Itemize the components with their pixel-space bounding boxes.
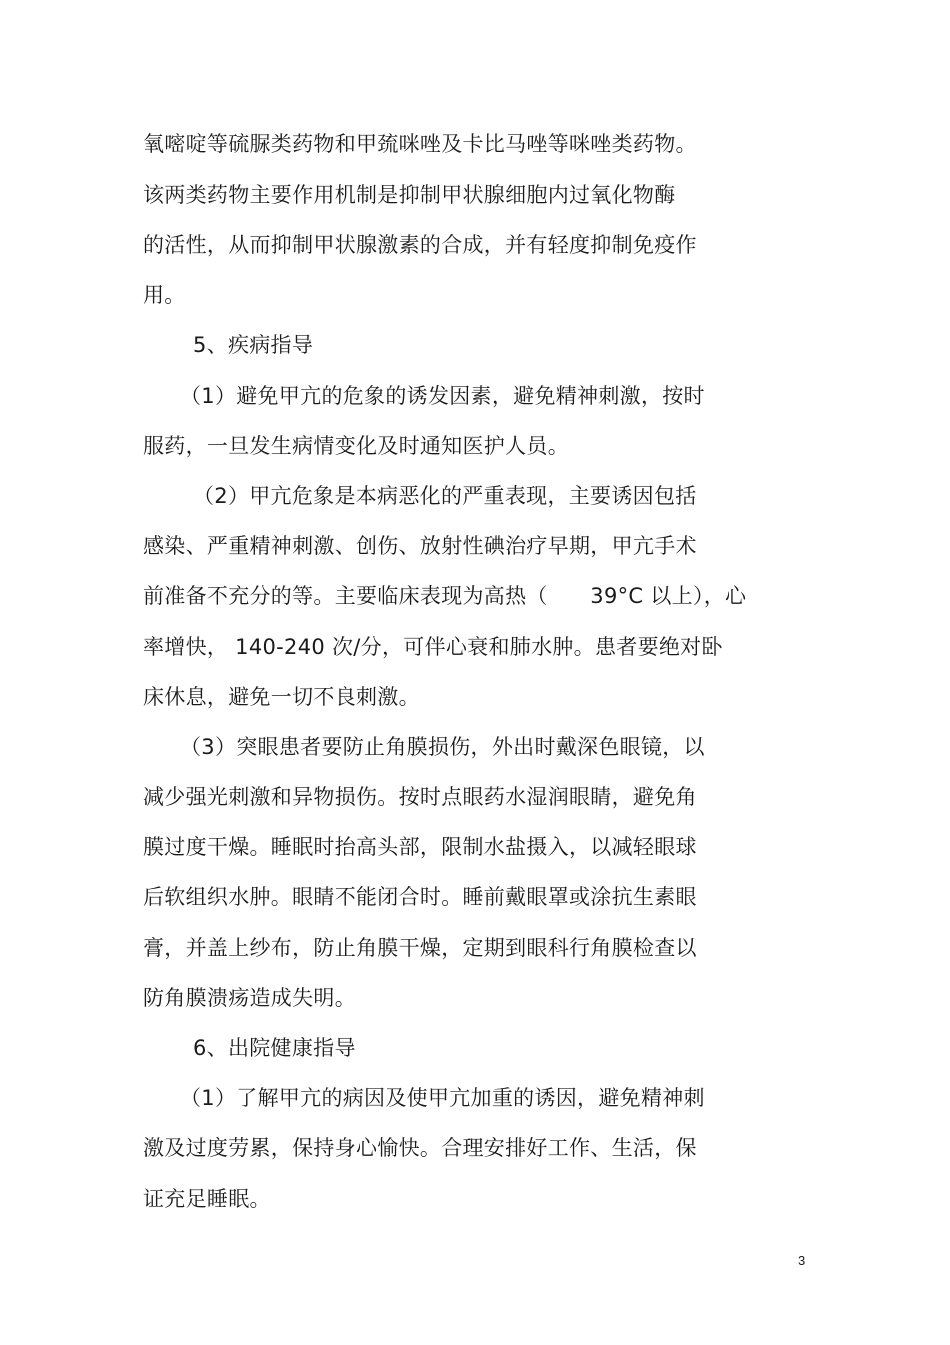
text-line-4: 用。 [143,283,186,307]
text-line-12: 床休息，避免一切不良刺激。 [143,685,420,709]
text-line-1: 氧嘧啶等硫脲类药物和甲巯咪唑及卡比马唑等咪唑类药物。 [143,132,697,156]
text-line-6: （1）避免甲亢的危象的诱发因素，避免精神刺激，按时 [180,384,705,408]
text-line-2: 该两类药物主要作用机制是抑制甲状腺细胞内过氧化物酶 [143,183,676,207]
text-line-3: 的活性，从而抑制甲状腺激素的合成，并有轻度抑制免疫作 [143,233,697,257]
text-line-9: 感染、严重精神刺激、创伤、放射性碘治疗早期，甲亢手术 [143,534,697,558]
page-number: 3 [798,1253,806,1268]
text-line-18: 防角膜溃疡造成失明。 [143,986,356,1010]
text-line-13: （3）突眼患者要防止角膜损伤，外出时戴深色眼镜，以 [180,735,705,759]
text-line-10: 前准备不充分的等。主要临床表现为高热（ 39°C 以上），心 [143,584,747,608]
text-line-22: 证充足睡眠。 [143,1187,271,1211]
section-heading-6: 6、出院健康指导 [193,1036,356,1060]
text-line-8: （2）甲亢危象是本病恶化的严重表现，主要诱因包括 [193,484,697,508]
text-line-21: 激及过度劳累，保持身心愉快。合理安排好工作、生活，保 [143,1136,697,1160]
text-line-11: 率增快， 140-240 次/分，可伴心衰和肺水肿。患者要绝对卧 [143,635,723,659]
text-line-14: 减少强光刺激和异物损伤。按时点眼药水湿润眼睛，避免角 [143,785,697,809]
text-line-15: 膜过度干燥。睡眠时抬高头部，限制水盐摄入，以减轻眼球 [143,835,697,859]
text-line-16: 后软组织水肿。眼睛不能闭合时。睡前戴眼罩或涂抗生素眼 [143,885,697,909]
text-line-7: 服药，一旦发生病情变化及时通知医护人员。 [143,434,569,458]
section-heading-5: 5、疾病指导 [193,333,314,357]
text-line-17: 膏，并盖上纱布，防止角膜干燥，定期到眼科行角膜检查以 [143,936,697,960]
text-line-20: （1）了解甲亢的病因及使甲亢加重的诱因，避免精神刺 [180,1086,705,1110]
